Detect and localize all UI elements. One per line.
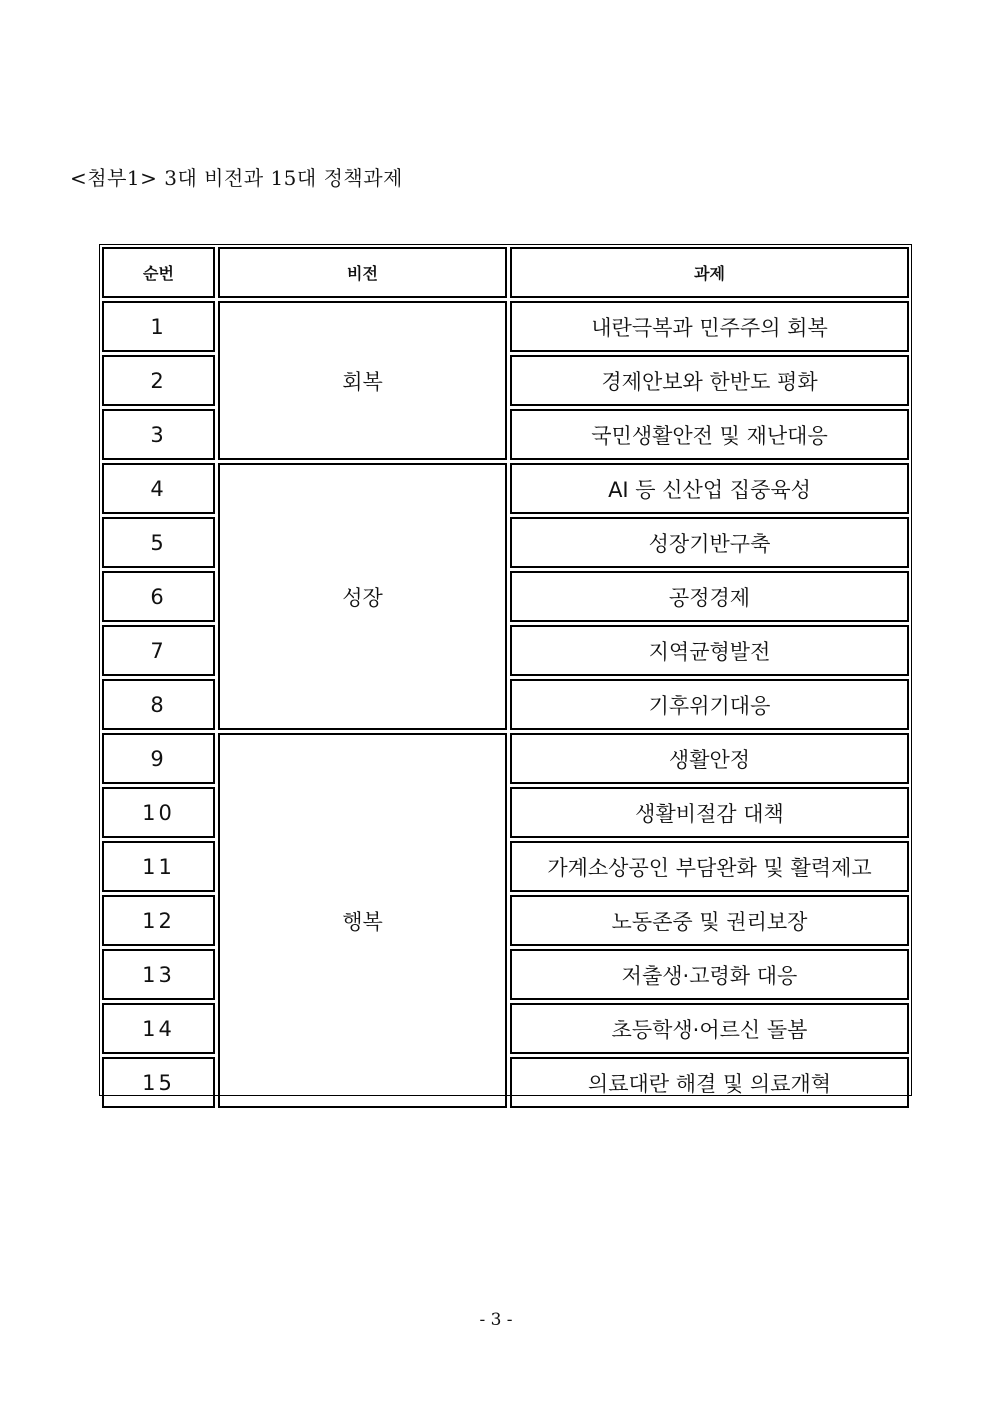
task-cell: 국민생활안전 및 재난대응 — [510, 409, 909, 460]
task-cell: 가계소상공인 부담완화 및 활력제고 — [510, 841, 909, 892]
vision-cell: 성장 — [218, 463, 507, 730]
task-cell: 의료대란 해결 및 의료개혁 — [510, 1057, 909, 1108]
table-row — [102, 733, 909, 784]
row-number: 11 — [102, 841, 215, 892]
row-number: 7 — [102, 625, 215, 676]
task-cell: 내란극복과 민주주의 회복 — [510, 301, 909, 352]
row-number: 3 — [102, 409, 215, 460]
task-cell: 생활비절감 대책 — [510, 787, 909, 838]
row-number: 12 — [102, 895, 215, 946]
page-number: - 3 - — [479, 1310, 513, 1330]
row-number: 1 — [102, 301, 215, 352]
policy-table — [99, 244, 912, 1111]
task-cell: 공정경제 — [510, 571, 909, 622]
task-cell: 기후위기대응 — [510, 679, 909, 730]
vision-cell: 회복 — [218, 301, 507, 460]
header-vision: 비전 — [218, 247, 507, 298]
task-cell: AI 등 신산업 집중육성 — [510, 463, 909, 514]
row-number: 8 — [102, 679, 215, 730]
row-number: 10 — [102, 787, 215, 838]
task-cell: 지역균형발전 — [510, 625, 909, 676]
row-number: 2 — [102, 355, 215, 406]
table-row — [102, 301, 909, 352]
table-header-row — [102, 247, 909, 298]
row-number: 5 — [102, 517, 215, 568]
row-number: 4 — [102, 463, 215, 514]
header-no: 순번 — [102, 247, 215, 298]
vision-cell: 행복 — [218, 733, 507, 1108]
header-task: 과제 — [510, 247, 909, 298]
policy-table-frame — [99, 244, 912, 1096]
task-cell: 저출생·고령화 대응 — [510, 949, 909, 1000]
row-number: 14 — [102, 1003, 215, 1054]
task-cell: 노동존중 및 권리보장 — [510, 895, 909, 946]
row-number: 13 — [102, 949, 215, 1000]
row-number: 15 — [102, 1057, 215, 1108]
table-row — [102, 463, 909, 514]
task-cell: 성장기반구축 — [510, 517, 909, 568]
row-number: 6 — [102, 571, 215, 622]
task-cell: 경제안보와 한반도 평화 — [510, 355, 909, 406]
task-cell: 생활안정 — [510, 733, 909, 784]
document-title: <첨부1> 3대 비전과 15대 정책과제 — [70, 166, 403, 190]
task-cell: 초등학생·어르신 돌봄 — [510, 1003, 909, 1054]
row-number: 9 — [102, 733, 215, 784]
